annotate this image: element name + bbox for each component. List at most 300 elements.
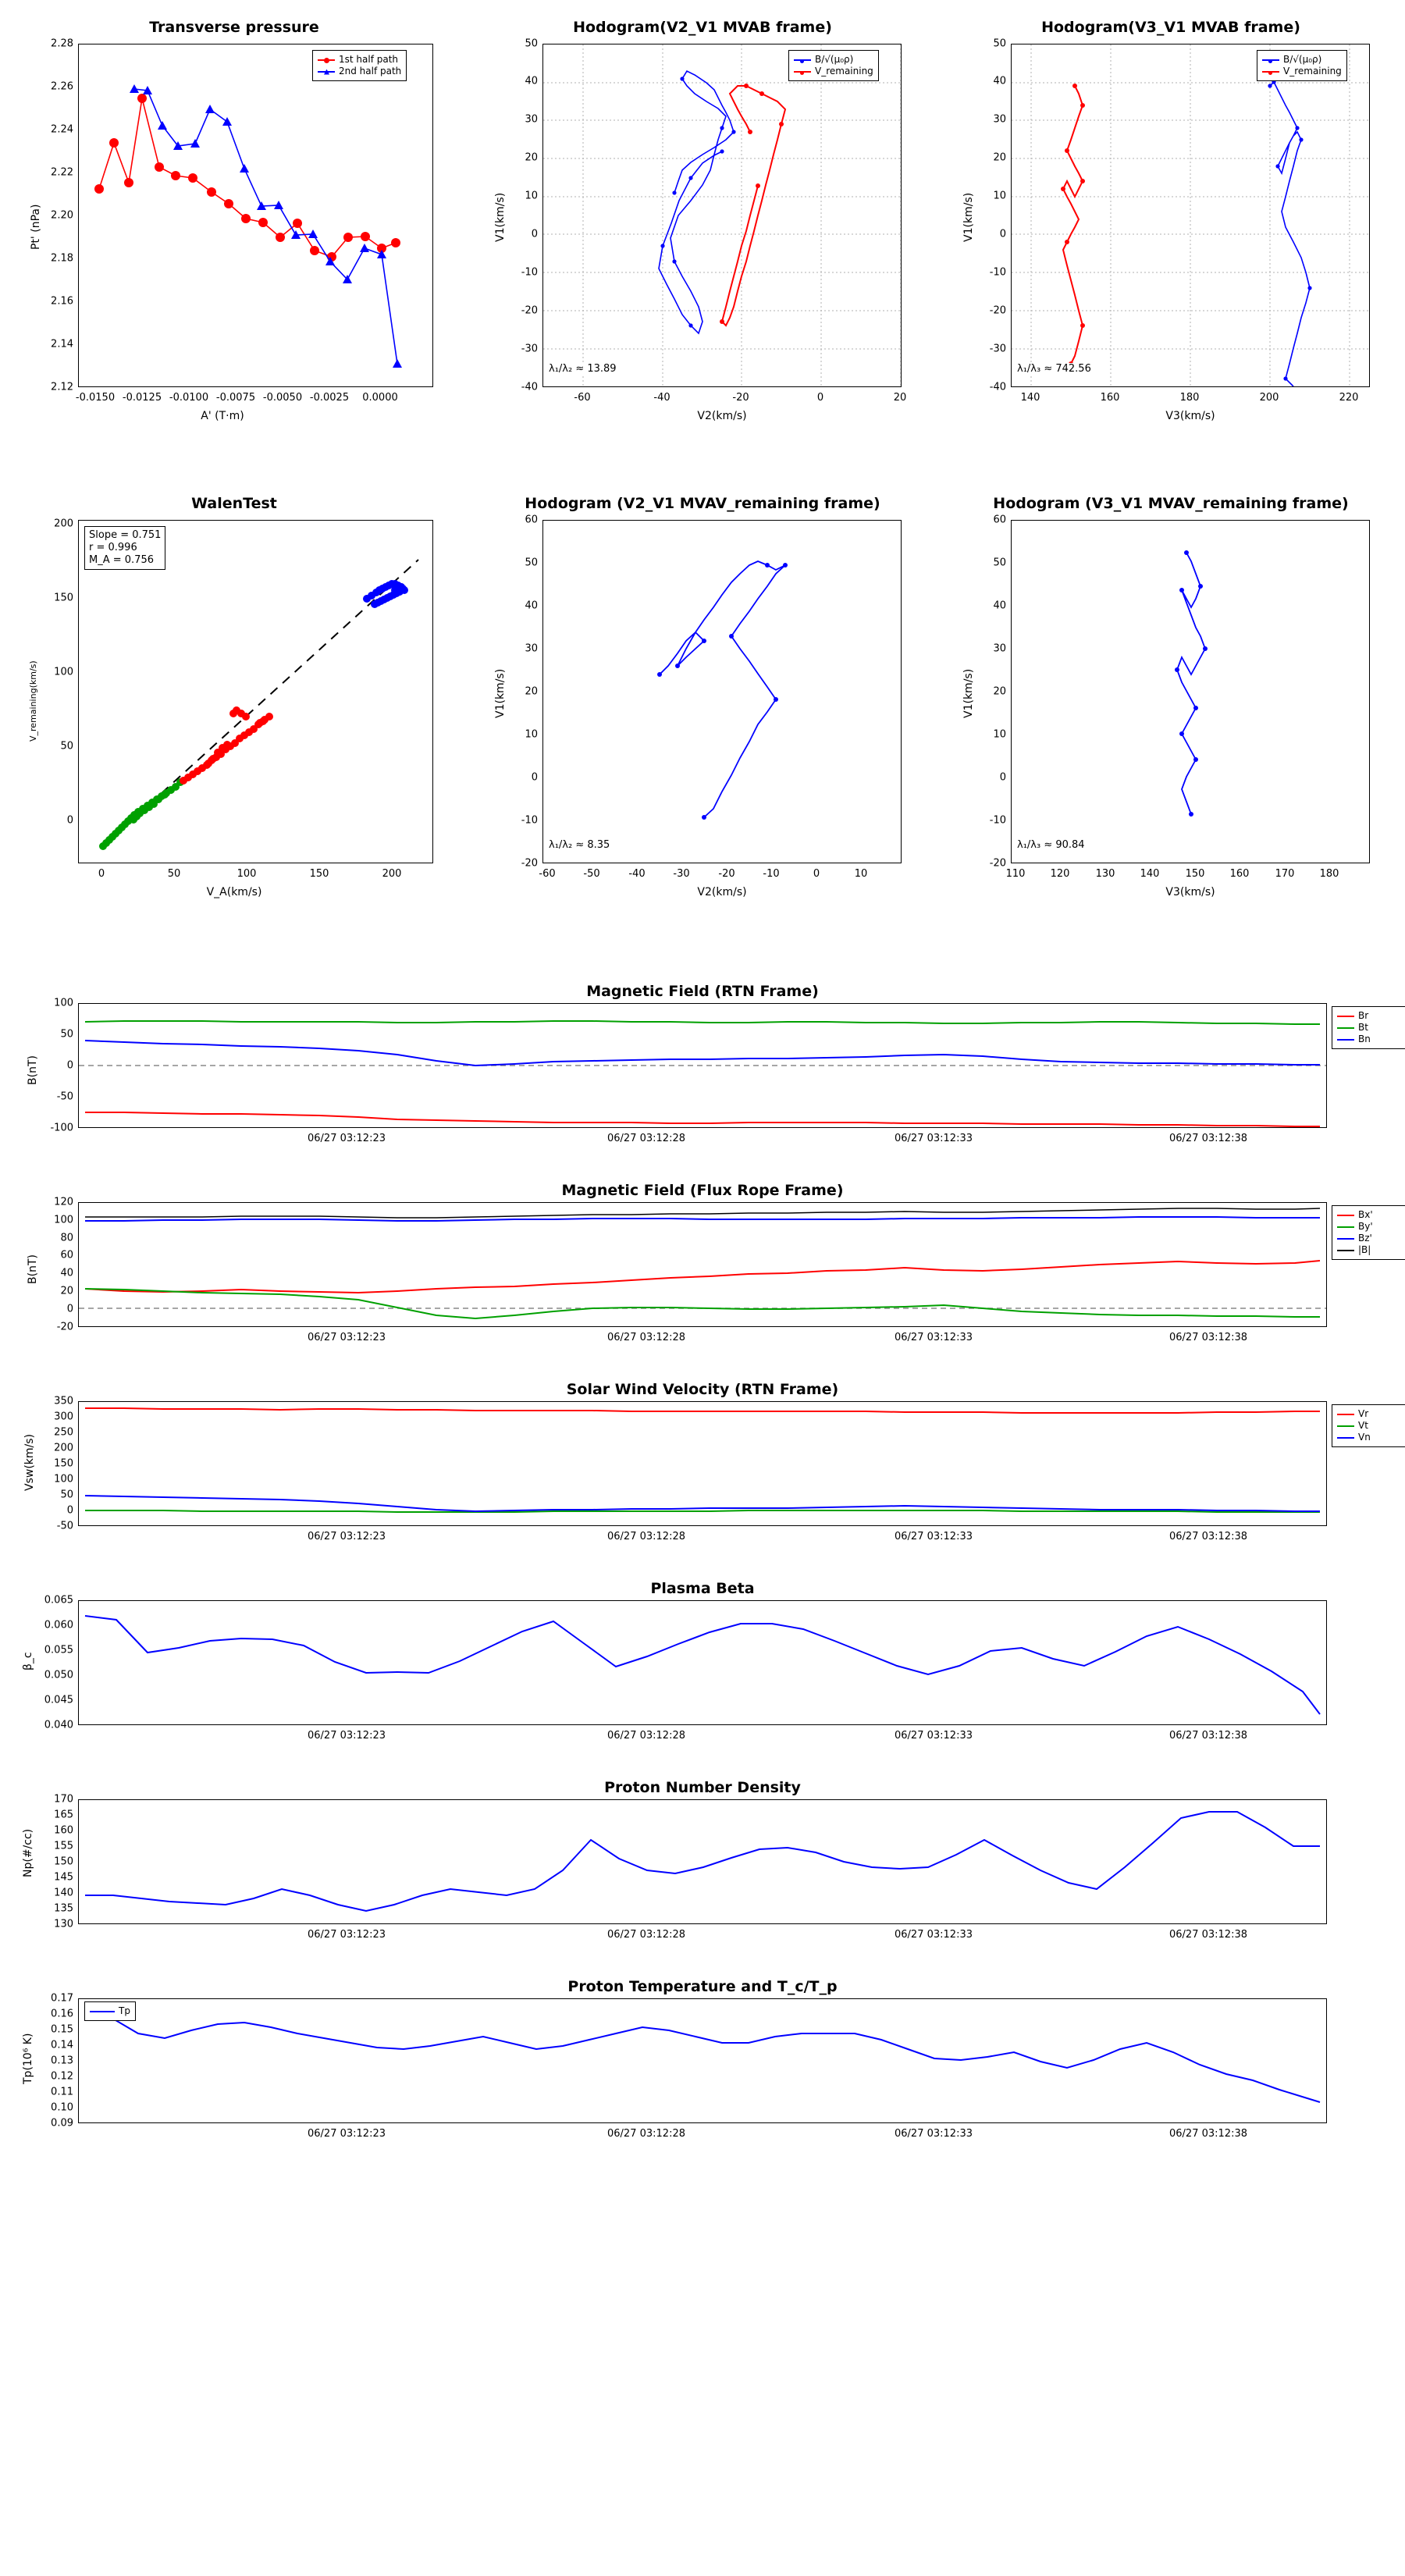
series-trajectory-markers (1175, 550, 1208, 817)
panel-title: Plasma Beta (650, 1580, 755, 1597)
y-axis-label: B(nT) (27, 1055, 39, 1085)
ytick: 0.14 (51, 2039, 73, 2051)
xtick: 06/27 03:12:23 (308, 1332, 386, 1343)
ytick: 10 (525, 728, 538, 741)
xtick: 06/27 03:12:38 (1169, 1531, 1247, 1542)
ytick: 2.14 (51, 338, 73, 350)
ytick: 100 (54, 997, 73, 1009)
ytick: 2.20 (51, 209, 73, 222)
xtick: 06/27 03:12:23 (308, 1730, 386, 1742)
ytick: 145 (54, 1871, 73, 1884)
ytick: 120 (54, 1196, 73, 1208)
ytick: 100 (54, 1473, 73, 1485)
panel-title: Magnetic Field (Flux Rope Frame) (561, 1182, 844, 1199)
legend-item-0 (1262, 54, 1342, 66)
plasma-beta-svg (79, 1601, 1326, 1724)
ytick: 50 (60, 1489, 73, 1501)
ytick: 200 (54, 1442, 73, 1454)
xtick: 06/27 03:12:33 (895, 1730, 973, 1742)
x-axis-label: V3(km/s) (1165, 886, 1215, 898)
mag-rtn-svg (79, 1004, 1326, 1127)
hodogram-v3v1-mvav-svg (1012, 521, 1369, 863)
ytick: 30 (993, 113, 1006, 126)
xtick: 140 (1020, 392, 1040, 404)
legend-hodogram-v2v1-mvab (788, 50, 879, 81)
panel-title: WalenTest (191, 495, 277, 512)
plot-area-walen-test (78, 520, 433, 863)
series-1st-half-path-markers (94, 94, 400, 262)
xtick: 06/27 03:12:23 (308, 2128, 386, 2140)
ytick: 155 (54, 1840, 73, 1852)
xtick: 06/27 03:12:23 (308, 1531, 386, 1542)
eigenvalue-ratio-annotation: λ₁/λ₃ ≈ 742.56 (1017, 363, 1091, 375)
ytick: 0 (66, 1059, 73, 1072)
ytick: 100 (54, 666, 73, 678)
series-plasma-beta (85, 1616, 1320, 1714)
legend-item-0 (1337, 1010, 1401, 1022)
ytick: -20 (56, 1321, 73, 1333)
x-axis-label: A' (T·m) (201, 410, 244, 422)
series-v-remaining-markers (1061, 84, 1085, 366)
ytick: 0.055 (44, 1644, 73, 1656)
legend-item-0 (794, 54, 873, 66)
ytick: 200 (54, 518, 73, 530)
ytick: -10 (989, 266, 1006, 279)
legend-item-1 (318, 66, 401, 77)
panel-proton-number-density (0, 1776, 1405, 1959)
panel-title: Hodogram (V3_V1 MVAV_remaining frame) (993, 495, 1349, 512)
ytick: -20 (989, 857, 1006, 870)
xtick: 150 (1185, 868, 1205, 880)
xtick: 160 (1100, 392, 1120, 404)
legend-label: Tp (119, 2005, 130, 2016)
xtick: 06/27 03:12:38 (1169, 1929, 1247, 1941)
eigenvalue-ratio-annotation: λ₁/λ₂ ≈ 13.89 (549, 363, 617, 375)
xtick: 100 (237, 868, 257, 880)
ytick: 300 (54, 1411, 73, 1423)
ytick: 50 (993, 37, 1006, 50)
ytick: 50 (60, 1028, 73, 1041)
legend-item-1 (1262, 66, 1342, 77)
y-axis-label: V1(km/s) (494, 668, 507, 718)
ytick: 30 (525, 642, 538, 655)
xtick: -0.0125 (122, 392, 162, 404)
series-group-red (180, 706, 273, 785)
panel-transverse-pressure (0, 8, 468, 433)
xtick: -20 (718, 868, 735, 880)
series-b-alfven (659, 71, 734, 333)
xtick: 180 (1179, 392, 1200, 404)
y-axis-label: Vsw(km/s) (23, 1433, 36, 1491)
panel-title: Transverse pressure (149, 19, 319, 36)
xtick: 06/27 03:12:33 (895, 2128, 973, 2140)
ytick: 50 (60, 740, 73, 753)
plot-area-hodogram-v3v1-mvab (1011, 44, 1370, 387)
xtick: -60 (539, 868, 556, 880)
ytick: 0.050 (44, 1669, 73, 1681)
plot-area-proton-temperature (78, 1998, 1327, 2123)
xtick: 06/27 03:12:23 (308, 1929, 386, 1941)
series-v-remaining (722, 86, 785, 326)
legend-proton-temperature (84, 2001, 136, 2021)
ytick: 60 (60, 1249, 73, 1261)
legend-label: Bz' (1358, 1233, 1372, 1244)
ytick: 30 (993, 642, 1006, 655)
walen-test-svg (79, 521, 432, 863)
ytick: 0.17 (51, 1992, 73, 2005)
y-axis-label: Tp(10⁶ K) (22, 2033, 34, 2084)
ytick: 10 (993, 190, 1006, 202)
legend-item-0 (318, 54, 401, 66)
legend-item-0 (1337, 1408, 1401, 1420)
x-axis-label: V3(km/s) (1165, 410, 1215, 422)
xtick: 06/27 03:12:28 (607, 1730, 685, 1742)
panel-title: Solar Wind Velocity (RTN Frame) (566, 1381, 839, 1398)
legend-label: Vn (1358, 1432, 1371, 1443)
eigenvalue-ratio-annotation: λ₁/λ₃ ≈ 90.84 (1017, 839, 1085, 851)
ytick: 0.060 (44, 1619, 73, 1631)
ytick: 80 (60, 1232, 73, 1244)
ytick: 165 (54, 1809, 73, 1821)
ytick: -10 (521, 266, 538, 279)
legend-item-0 (90, 2005, 130, 2017)
xtick: 160 (1229, 868, 1250, 880)
hodogram-v2v1-mvav-svg (543, 521, 901, 863)
xtick: -60 (574, 392, 591, 404)
series-tp (85, 2010, 1320, 2102)
ytick: 0.09 (51, 2117, 73, 2129)
series-bn (85, 1041, 1320, 1066)
legend-item-0 (1337, 1209, 1401, 1221)
ytick: -40 (521, 381, 538, 393)
ytick: 0 (66, 814, 73, 827)
ytick: 60 (525, 514, 538, 526)
xtick: 06/27 03:12:33 (895, 1531, 973, 1542)
ytick: 40 (993, 600, 1006, 612)
series-group-green (99, 778, 184, 850)
ytick: 0.15 (51, 2023, 73, 2036)
legend-item-1 (1337, 1420, 1401, 1432)
xtick: 200 (1259, 392, 1279, 404)
ytick: 60 (993, 514, 1006, 526)
plot-area-hodogram-v2v1-mvab (542, 44, 902, 387)
legend-label: Vr (1358, 1408, 1369, 1419)
ytick: 0 (66, 1303, 73, 1315)
legend-label: V_remaining (1283, 66, 1342, 76)
xtick: 0.0000 (362, 392, 398, 404)
plot-area-solar-wind-velocity (78, 1401, 1327, 1526)
ytick: 20 (525, 685, 538, 698)
legend-label: Bn (1358, 1034, 1371, 1044)
xtick: -0.0150 (75, 392, 116, 404)
series-vn (85, 1496, 1320, 1511)
xtick: -20 (732, 392, 749, 404)
panel-walen-test (0, 484, 468, 909)
legend-label: B/√(μ₀ρ) (815, 54, 854, 65)
transverse-pressure-svg (79, 44, 432, 386)
panel-hodogram-v3v1-mvab (937, 8, 1405, 433)
series-trajectory (660, 561, 785, 817)
ytick: 0.12 (51, 2070, 73, 2083)
ytick: 0.040 (44, 1719, 73, 1731)
xtick: -0.0050 (262, 392, 303, 404)
walen-correlation: r = 0.996 (89, 542, 137, 553)
series-bz-prime (85, 1217, 1320, 1221)
xtick: 06/27 03:12:33 (895, 1133, 973, 1144)
ytick: 50 (525, 37, 538, 50)
hodogram-v3v1-svg (1012, 44, 1369, 386)
legend-transverse-pressure (312, 50, 407, 81)
ytick: 50 (525, 557, 538, 569)
panel-hodogram-v2v1-mvav (468, 484, 937, 909)
ytick: 40 (525, 600, 538, 612)
ytick: 2.24 (51, 123, 73, 136)
ytick: 0.16 (51, 2008, 73, 2020)
xtick: 06/27 03:12:38 (1169, 1133, 1247, 1144)
ytick: 20 (993, 151, 1006, 164)
xtick: 06/27 03:12:38 (1169, 1332, 1247, 1343)
legend-label: B/√(μ₀ρ) (1283, 54, 1322, 65)
x-axis-label: V_A(km/s) (206, 886, 262, 898)
y-axis-label: B(nT) (27, 1254, 39, 1284)
y-axis-label: β_c (22, 1652, 34, 1670)
series-b-alfven (1270, 82, 1310, 386)
series-np (85, 1812, 1320, 1911)
ytick: 100 (54, 1214, 73, 1226)
xtick: 06/27 03:12:28 (607, 1332, 685, 1343)
ytick: 0 (531, 228, 538, 240)
legend-hodogram-v3v1-mvab (1257, 50, 1347, 81)
ytick: 150 (54, 592, 73, 604)
legend-item-2 (1337, 1034, 1401, 1045)
ytick: -40 (989, 381, 1006, 393)
series-v-remaining (1063, 86, 1083, 364)
xtick: 06/27 03:12:28 (607, 1929, 685, 1941)
legend-magnetic-field-flux-rope (1332, 1205, 1405, 1260)
ytick: 50 (993, 557, 1006, 569)
panel-title: Magnetic Field (RTN Frame) (586, 983, 819, 1000)
ytick: -50 (56, 1520, 73, 1532)
panel-title: Hodogram (V2_V1 MVAV_remaining frame) (525, 495, 880, 512)
ytick: 150 (54, 1457, 73, 1470)
series-2nd-half-path (134, 89, 397, 364)
legend-label: 2nd half path (339, 66, 402, 76)
legend-label: 1st half path (339, 54, 399, 65)
legend-solar-wind-velocity (1332, 1404, 1405, 1447)
xtick: -0.0075 (215, 392, 256, 404)
series-br (85, 1112, 1320, 1126)
xtick: 180 (1319, 868, 1339, 880)
panel-title: Proton Temperature and T_c/T_p (567, 1978, 838, 1995)
ytick: 2.22 (51, 166, 73, 179)
legend-label: Br (1358, 1010, 1369, 1021)
panel-hodogram-v2v1-mvab (468, 8, 937, 433)
xtick: 0 (813, 868, 820, 880)
legend-item-1 (1337, 1221, 1401, 1233)
xtick: 200 (382, 868, 402, 880)
legend-magnetic-field-rtn (1332, 1006, 1405, 1049)
legend-label: Bx' (1358, 1209, 1373, 1220)
ytick: -30 (521, 343, 538, 355)
ytick: 0.045 (44, 1694, 73, 1706)
series-trajectory-markers (657, 563, 788, 820)
ytick: -100 (50, 1122, 73, 1134)
panel-magnetic-field-rtn (0, 980, 1405, 1163)
ytick: -20 (989, 304, 1006, 317)
ytick: 170 (54, 1793, 73, 1806)
xtick: 20 (893, 392, 907, 404)
series-bt (85, 1021, 1320, 1024)
ytick: 250 (54, 1426, 73, 1439)
ytick: 40 (60, 1267, 73, 1279)
legend-label: |B| (1358, 1244, 1371, 1255)
ytick: 2.18 (51, 252, 73, 265)
xtick: -40 (628, 868, 646, 880)
ytick: 150 (54, 1856, 73, 1868)
xtick: -0.0100 (169, 392, 209, 404)
series-by-prime (85, 1289, 1320, 1318)
ytick: 2.28 (51, 37, 73, 50)
panel-magnetic-field-flux-rope (0, 1179, 1405, 1362)
ytick: 0 (66, 1504, 73, 1517)
legend-label: V_remaining (815, 66, 873, 76)
plot-area-magnetic-field-flux-rope (78, 1202, 1327, 1327)
xtick: -40 (653, 392, 670, 404)
ytick: 40 (993, 75, 1006, 87)
ytick: 0.13 (51, 2055, 73, 2067)
xtick: 10 (854, 868, 868, 880)
xtick: 06/27 03:12:38 (1169, 1730, 1247, 1742)
series-vr (85, 1408, 1320, 1413)
ytick: 0 (531, 771, 538, 784)
series-bx-prime (85, 1261, 1320, 1293)
plot-area-hodogram-v2v1-mvav (542, 520, 902, 863)
y-axis-label: V1(km/s) (494, 192, 507, 242)
walen-stats-box (84, 526, 165, 570)
ytick: 20 (993, 685, 1006, 698)
xtick: 220 (1339, 392, 1359, 404)
ytick: 20 (525, 151, 538, 164)
panel-title: Proton Number Density (604, 1779, 801, 1796)
xtick: 06/27 03:12:28 (607, 1531, 685, 1542)
plot-area-magnetic-field-rtn (78, 1003, 1327, 1128)
xtick: -0.0025 (309, 392, 350, 404)
panel-title: Hodogram(V3_V1 MVAB frame) (1041, 19, 1300, 36)
xtick: 06/27 03:12:38 (1169, 2128, 1247, 2140)
series-1st-half-path (99, 98, 396, 257)
legend-item-1 (1337, 1022, 1401, 1034)
ytick: 0 (999, 771, 1006, 784)
plot-area-hodogram-v3v1-mvav (1011, 520, 1370, 863)
xtick: 06/27 03:12:28 (607, 1133, 685, 1144)
series-vt (85, 1510, 1320, 1512)
xtick: 06/27 03:12:33 (895, 1332, 973, 1343)
ytick: 2.12 (51, 381, 73, 393)
xtick: 06/27 03:12:33 (895, 1929, 973, 1941)
xtick: 06/27 03:12:28 (607, 2128, 685, 2140)
tp-svg (79, 1999, 1326, 2122)
legend-item-1 (794, 66, 873, 77)
xtick: 0 (816, 392, 824, 404)
walen-mach: M_A = 0.756 (89, 554, 154, 566)
y-axis-label: Np(#/cc) (22, 1828, 34, 1877)
ytick: -10 (521, 814, 538, 827)
x-axis-label: V2(km/s) (697, 410, 747, 422)
panel-plasma-beta (0, 1577, 1405, 1760)
ytick: 20 (60, 1285, 73, 1297)
xtick: 130 (1095, 868, 1115, 880)
y-axis-label: Pt' (nPa) (30, 204, 42, 250)
ytick: 0.065 (44, 1594, 73, 1606)
ytick: 2.26 (51, 80, 73, 93)
ytick: 0.10 (51, 2101, 73, 2114)
x-axis-label: V2(km/s) (697, 886, 747, 898)
panel-hodogram-v3v1-mvav (937, 484, 1405, 909)
eigenvalue-ratio-annotation: λ₁/λ₂ ≈ 8.35 (549, 839, 610, 851)
panel-solar-wind-velocity-rtn (0, 1378, 1405, 1561)
mag-fluxrope-svg (79, 1203, 1326, 1326)
legend-item-3 (1337, 1244, 1401, 1256)
ytick: -20 (521, 304, 538, 317)
xtick: 170 (1275, 868, 1295, 880)
ytick: -30 (989, 343, 1006, 355)
xtick: 110 (1005, 868, 1026, 880)
xtick: 50 (167, 868, 181, 880)
xtick: -50 (583, 868, 600, 880)
legend-label: Vt (1358, 1420, 1368, 1431)
ytick: 130 (54, 1918, 73, 1930)
ytick: 0.11 (51, 2086, 73, 2098)
ytick: 140 (54, 1887, 73, 1899)
xtick: 06/27 03:12:23 (308, 1133, 386, 1144)
xtick: 0 (98, 868, 105, 880)
ytick: -10 (989, 814, 1006, 827)
ytick: -50 (56, 1091, 73, 1103)
xtick: -10 (763, 868, 780, 880)
series-b-alfven-markers (1268, 80, 1311, 380)
xtick: 120 (1050, 868, 1070, 880)
legend-label: Bt (1358, 1022, 1368, 1033)
ytick: 10 (525, 190, 538, 202)
y-axis-label: V1(km/s) (962, 668, 975, 718)
y-axis-label: V_remaining(km/s) (28, 660, 38, 742)
ytick: 10 (993, 728, 1006, 741)
ytick: 350 (54, 1395, 73, 1407)
plot-area-proton-number-density (78, 1799, 1327, 1924)
ytick: 30 (525, 113, 538, 126)
xtick: 150 (309, 868, 329, 880)
ytick: -20 (521, 857, 538, 870)
plot-area-plasma-beta (78, 1600, 1327, 1725)
ytick: 135 (54, 1902, 73, 1915)
legend-item-2 (1337, 1233, 1401, 1244)
legend-item-2 (1337, 1432, 1401, 1443)
ytick: 40 (525, 75, 538, 87)
hodogram-v2v1-svg (543, 44, 901, 386)
legend-label: By' (1358, 1221, 1373, 1232)
panel-proton-temperature (0, 1975, 1405, 2166)
ytick: 160 (54, 1824, 73, 1837)
np-svg (79, 1800, 1326, 1923)
walen-slope: Slope = 0.751 (89, 529, 162, 541)
xtick: -30 (673, 868, 690, 880)
ytick: 0 (999, 228, 1006, 240)
y-axis-label: V1(km/s) (962, 192, 975, 242)
plot-area-transverse-pressure (78, 44, 433, 387)
ytick: 2.16 (51, 295, 73, 308)
vsw-svg (79, 1402, 1326, 1525)
panel-title: Hodogram(V2_V1 MVAB frame) (573, 19, 832, 36)
